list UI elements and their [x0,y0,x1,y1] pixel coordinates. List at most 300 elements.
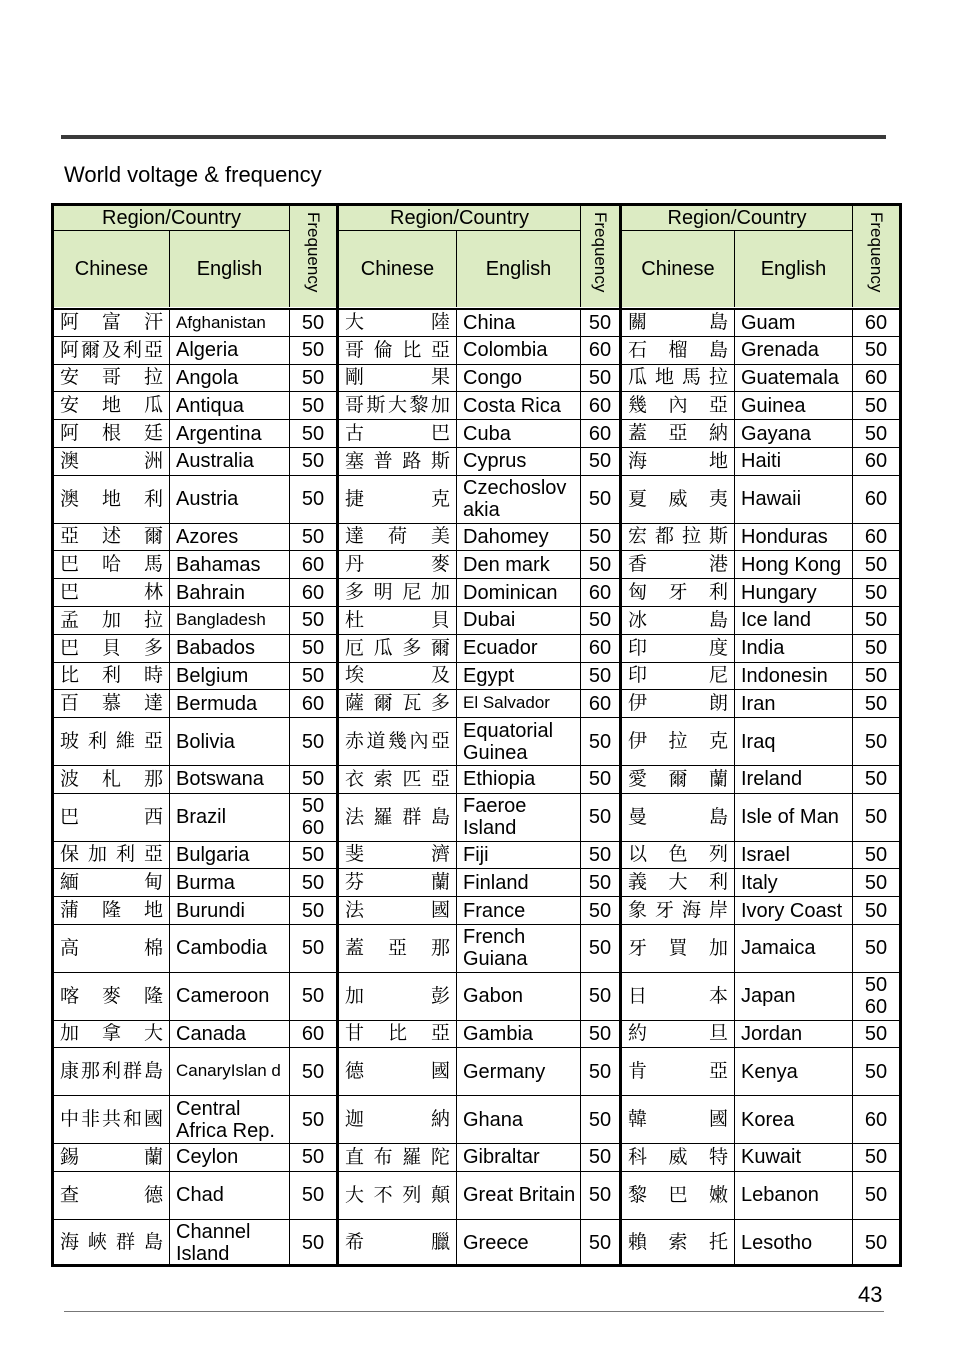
table-row [339,924,619,972]
table-row [339,1171,619,1219]
table-row [339,391,619,419]
english-name: Greece [457,1220,581,1267]
table-row [622,391,899,419]
table-row [339,523,619,551]
table-row [54,662,336,690]
table-row [622,689,899,717]
chinese-name: 中非共和國 [60,1108,163,1131]
frequency-value: 60 [864,488,888,511]
frequency-value: 50 60 [301,795,325,840]
table-row [622,447,899,475]
chinese-name: 加拿大 [60,1022,163,1045]
frequency-value: 50 [588,937,612,960]
table-row [54,606,336,634]
table-row [339,841,619,869]
chinese-name: 巴哈馬 [60,553,163,576]
table-row [622,419,899,447]
english-name: Iran [735,690,853,717]
frequency-value: 50 [301,366,325,389]
table-row [339,765,619,793]
english-name: Iraq [735,718,853,765]
table-row [54,1143,336,1171]
chinese-name: 法國 [345,899,450,922]
frequency-value: 50 [301,843,325,866]
frequency-value: 60 [301,692,325,715]
english-name: Israel [735,842,853,869]
english-name: Guinea [735,392,853,419]
chinese-name: 巴貝多 [60,636,163,659]
english-name: Isle of Man [735,794,853,841]
english-name: Dominican [457,579,581,606]
frequency-value: 50 [301,1184,325,1207]
frequency-value: 50 [864,394,888,417]
table-row [54,717,336,765]
english-name: Dahomey [457,524,581,551]
table-row [622,972,899,1020]
english-name: Bermuda [170,690,290,717]
english-name: Azores [170,524,290,551]
footer-rule [64,1311,884,1312]
chinese-name: 大不列顛 [345,1183,450,1206]
chinese-name: 肯亞 [628,1060,728,1083]
chinese-name: 保加利亞 [60,843,163,866]
english-name: Grenada [735,337,853,364]
table-row [622,1095,899,1143]
english-name: Ecuador [457,635,581,662]
chinese-name: 蓋亞那 [345,936,450,959]
chinese-name: 古巴 [345,422,450,445]
chinese-header: Chinese [622,231,735,307]
chinese-name: 斐濟 [345,843,450,866]
english-name: Faeroe Island [457,794,581,841]
chinese-name: 孟加拉 [60,608,163,631]
frequency-value: 50 [588,553,612,576]
chinese-name: 瓜地馬拉 [628,366,728,389]
frequency-value: 50 [301,1146,325,1169]
chinese-name: 高棉 [60,936,163,959]
english-name: Costa Rica [457,392,581,419]
frequency-value: 50 [588,609,612,632]
frequency-value: 50 [301,339,325,362]
table-row [339,578,619,606]
chinese-name: 康那利群島 [60,1060,163,1083]
table-row [54,1047,336,1095]
column-group-2 [339,206,619,1264]
chinese-name: 安哥拉 [60,366,163,389]
english-name: Afghanistan [170,310,290,336]
table-row [54,793,336,841]
chinese-name: 剛果 [345,366,450,389]
table-row [339,634,619,662]
frequency-value: 50 [588,843,612,866]
frequency-value: 50 [301,899,325,922]
english-name: Korea [735,1096,853,1143]
table-row [339,662,619,690]
chinese-name: 塞普路斯 [345,449,450,472]
page-title: World voltage & frequency [64,162,322,187]
english-name: Bolivia [170,718,290,765]
chinese-name: 阿爾及利亞 [60,338,163,361]
english-name: Fiji [457,842,581,869]
frequency-value: 50 [301,871,325,894]
region-country-header: Region/Country [339,206,581,231]
english-name: Egypt [457,663,581,690]
table-row [622,606,899,634]
english-name: Japan [735,973,853,1020]
chinese-name: 達荷美 [345,525,450,548]
chinese-name: 哥斯大黎加 [345,394,450,417]
frequency-value: 60 [864,311,888,334]
chinese-name: 伊拉克 [628,730,728,753]
chinese-name: 香港 [628,553,728,576]
top-rule [61,135,886,139]
frequency-value: 50 [864,1231,888,1254]
frequency-value: 50 [301,394,325,417]
table-row [622,308,899,336]
table-row [622,1020,899,1048]
table-row [622,578,899,606]
chinese-name: 匈牙利 [628,581,728,604]
chinese-name: 義大利 [628,871,728,894]
english-name: Kenya [735,1048,853,1095]
frequency-value: 50 [588,806,612,829]
chinese-name: 埃及 [345,664,450,687]
chinese-name: 象牙海岸 [628,899,728,922]
table-row [54,1171,336,1219]
voltage-frequency-table [51,203,902,1267]
chinese-name: 迦納 [345,1108,450,1131]
frequency-value: 60 [588,422,612,445]
frequency-value: 60 [301,553,325,576]
frequency-value: 50 [864,1022,888,1045]
frequency-value: 60 [864,525,888,548]
table-row [622,765,899,793]
english-name: Congo [457,365,581,392]
table-row [339,1020,619,1048]
chinese-name: 丹麥 [345,553,450,576]
frequency-value: 50 [588,985,612,1008]
table-row [622,1047,899,1095]
frequency-value: 50 [301,488,325,511]
frequency-value: 60 [301,1022,325,1045]
frequency-value: 50 [588,899,612,922]
table-row [54,336,336,364]
table-row [622,336,899,364]
frequency-value: 50 [588,488,612,511]
frequency-value: 50 [588,1184,612,1207]
english-name: Den mark [457,551,581,578]
english-name: Italy [735,869,853,896]
table-row [622,896,899,924]
english-name: Argentina [170,420,290,447]
english-name: Austria [170,476,290,523]
chinese-name: 澳地利 [60,487,163,510]
english-name: Bahrain [170,579,290,606]
chinese-name: 牙買加 [628,936,728,959]
chinese-name: 伊朗 [628,692,728,715]
english-name: Cyprus [457,448,581,475]
chinese-name: 韓國 [628,1108,728,1131]
chinese-name: 波札那 [60,767,163,790]
english-name: Equatorial Guinea [457,718,581,765]
frequency-value: 50 [864,843,888,866]
table-row [339,419,619,447]
table-row [339,308,619,336]
chinese-name: 關島 [628,311,728,334]
chinese-name: 冰島 [628,608,728,631]
frequency-value: 50 [864,1060,888,1083]
frequency-value: 50 [864,768,888,791]
table-row [622,868,899,896]
frequency-value: 50 [588,525,612,548]
frequency-value: 50 [864,1184,888,1207]
column-group-3 [622,206,899,1264]
frequency-value: 50 [864,937,888,960]
english-name: Cuba [457,420,581,447]
chinese-name: 直布羅陀 [345,1145,450,1168]
table-row [622,841,899,869]
chinese-name: 杜貝 [345,608,450,631]
table-row [54,634,336,662]
table-row [622,1171,899,1219]
table-row [54,1020,336,1048]
english-header: English [457,231,581,307]
table-row [54,1219,336,1267]
english-name: Haiti [735,448,853,475]
chinese-name: 查德 [60,1183,163,1206]
table-row [339,364,619,392]
english-name: Bulgaria [170,842,290,869]
english-name: French Guiana [457,925,581,972]
frequency-value: 50 [864,871,888,894]
chinese-name: 亞述爾 [60,525,163,548]
chinese-name: 緬甸 [60,871,163,894]
frequency-value: 60 [301,581,325,604]
chinese-name: 印度 [628,636,728,659]
frequency-value: 50 60 [864,974,888,1019]
table-row [54,924,336,972]
english-name: Guatemala [735,365,853,392]
table-row [54,972,336,1020]
table-row [339,717,619,765]
english-name: Bahamas [170,551,290,578]
frequency-value: 60 [864,366,888,389]
frequency-value: 50 [301,730,325,753]
frequency-value: 50 [864,692,888,715]
table-row [622,717,899,765]
chinese-name: 喀麥隆 [60,984,163,1007]
table-row [54,447,336,475]
english-name: Gayana [735,420,853,447]
frequency-value: 50 [864,581,888,604]
region-country-header: Region/Country [54,206,290,231]
chinese-name: 日本 [628,984,728,1007]
frequency-value: 50 [588,768,612,791]
chinese-name: 海峽群島 [60,1231,163,1254]
english-name: Colombia [457,337,581,364]
chinese-name: 法羅群島 [345,805,450,828]
english-name: Gibraltar [457,1144,581,1171]
english-name: Bangladesh [170,607,290,634]
english-name: El Salvador [457,690,581,717]
chinese-name: 宏都拉斯 [628,525,728,548]
english-name: Burundi [170,897,290,924]
table-row [622,634,899,662]
table-row [339,447,619,475]
chinese-name: 夏威夷 [628,487,728,510]
frequency-value: 60 [864,1108,888,1131]
frequency-value: 50 [301,937,325,960]
frequency-value: 60 [588,692,612,715]
frequency-value: 50 [301,1108,325,1131]
table-row [54,689,336,717]
frequency-value: 50 [864,422,888,445]
frequency-value: 60 [588,637,612,660]
chinese-name: 幾內亞 [628,394,728,417]
table-row [339,689,619,717]
frequency-value: 50 [301,768,325,791]
table-row [622,1143,899,1171]
english-name: Guam [735,310,853,336]
english-header: English [170,231,290,307]
frequency-value: 50 [864,609,888,632]
frequency-value: 50 [588,1146,612,1169]
table-row [339,1047,619,1095]
frequency-value: 50 [301,311,325,334]
frequency-value: 50 [301,422,325,445]
english-name: Ghana [457,1096,581,1143]
chinese-name: 薩爾瓦多 [345,692,450,715]
chinese-name: 哥倫比亞 [345,338,450,361]
table-row [339,1219,619,1267]
english-name: Babados [170,635,290,662]
frequency-value: 50 [864,339,888,362]
english-name: Canada [170,1021,290,1048]
chinese-name: 海地 [628,449,728,472]
table-row [339,1095,619,1143]
frequency-value: 50 [301,637,325,660]
table-row [54,308,336,336]
english-name: Central Africa Rep. [170,1096,290,1143]
chinese-name: 厄瓜多爾 [345,636,450,659]
table-row [54,364,336,392]
frequency-value: 50 [301,985,325,1008]
english-header: English [735,231,853,307]
english-name: Angola [170,365,290,392]
english-name: Jamaica [735,925,853,972]
english-name: Ceylon [170,1144,290,1171]
frequency-value: 50 [864,553,888,576]
table-row [54,550,336,578]
chinese-name: 百慕達 [60,692,163,715]
chinese-name: 印尼 [628,664,728,687]
table-row [54,896,336,924]
english-name: Gambia [457,1021,581,1048]
frequency-value: 50 [301,609,325,632]
table-row [339,896,619,924]
table-row [54,419,336,447]
english-name: Honduras [735,524,853,551]
frequency-value: 50 [588,730,612,753]
english-name: Cameroon [170,973,290,1020]
frequency-header: Frequency [581,206,619,307]
chinese-name: 芬蘭 [345,871,450,894]
table-row [339,972,619,1020]
chinese-name: 巴林 [60,581,163,604]
english-name: Australia [170,448,290,475]
chinese-name: 石榴島 [628,338,728,361]
table-row [622,364,899,392]
column-group-1 [54,206,336,1264]
english-name: Kuwait [735,1144,853,1171]
table-row [622,793,899,841]
english-name: China [457,310,581,336]
english-name: Burma [170,869,290,896]
table-row [622,523,899,551]
frequency-value: 50 [588,450,612,473]
table-row [622,475,899,523]
table-row [54,475,336,523]
table-row [622,662,899,690]
english-name: Jordan [735,1021,853,1048]
frequency-value: 50 [864,730,888,753]
frequency-value: 50 [588,1022,612,1045]
frequency-value: 50 [301,450,325,473]
english-name: Hungary [735,579,853,606]
frequency-value: 60 [864,450,888,473]
chinese-name: 錫蘭 [60,1145,163,1168]
chinese-name: 愛爾蘭 [628,767,728,790]
english-name: Gabon [457,973,581,1020]
frequency-value: 50 [864,637,888,660]
english-name: France [457,897,581,924]
chinese-name: 澳洲 [60,449,163,472]
chinese-name: 科威特 [628,1145,728,1168]
table-row [54,765,336,793]
chinese-name: 比利時 [60,664,163,687]
english-name: Dubai [457,607,581,634]
table-row [622,550,899,578]
frequency-header: Frequency [853,206,899,307]
frequency-value: 50 [864,664,888,687]
chinese-name: 曼島 [628,805,728,828]
table-row [339,550,619,578]
region-country-header: Region/Country [622,206,853,231]
frequency-header: Frequency [290,206,336,307]
english-name: Hong Kong [735,551,853,578]
frequency-value: 50 [588,1108,612,1131]
frequency-value: 50 [301,664,325,687]
chinese-header: Chinese [339,231,457,307]
frequency-value: 60 [588,394,612,417]
english-name: Chad [170,1172,290,1219]
english-name: CanaryIslan d [170,1048,290,1095]
english-name: Germany [457,1048,581,1095]
english-name: Algeria [170,337,290,364]
frequency-value: 50 [588,366,612,389]
chinese-name: 大陸 [345,311,450,334]
table-row [54,841,336,869]
chinese-name: 約旦 [628,1022,728,1045]
frequency-value: 50 [301,525,325,548]
frequency-value: 60 [588,339,612,362]
english-name: Finland [457,869,581,896]
english-name: Cambodia [170,925,290,972]
english-name: Ethiopia [457,766,581,793]
english-name: Great Britain [457,1172,581,1219]
frequency-value: 50 [588,871,612,894]
table-row [339,868,619,896]
